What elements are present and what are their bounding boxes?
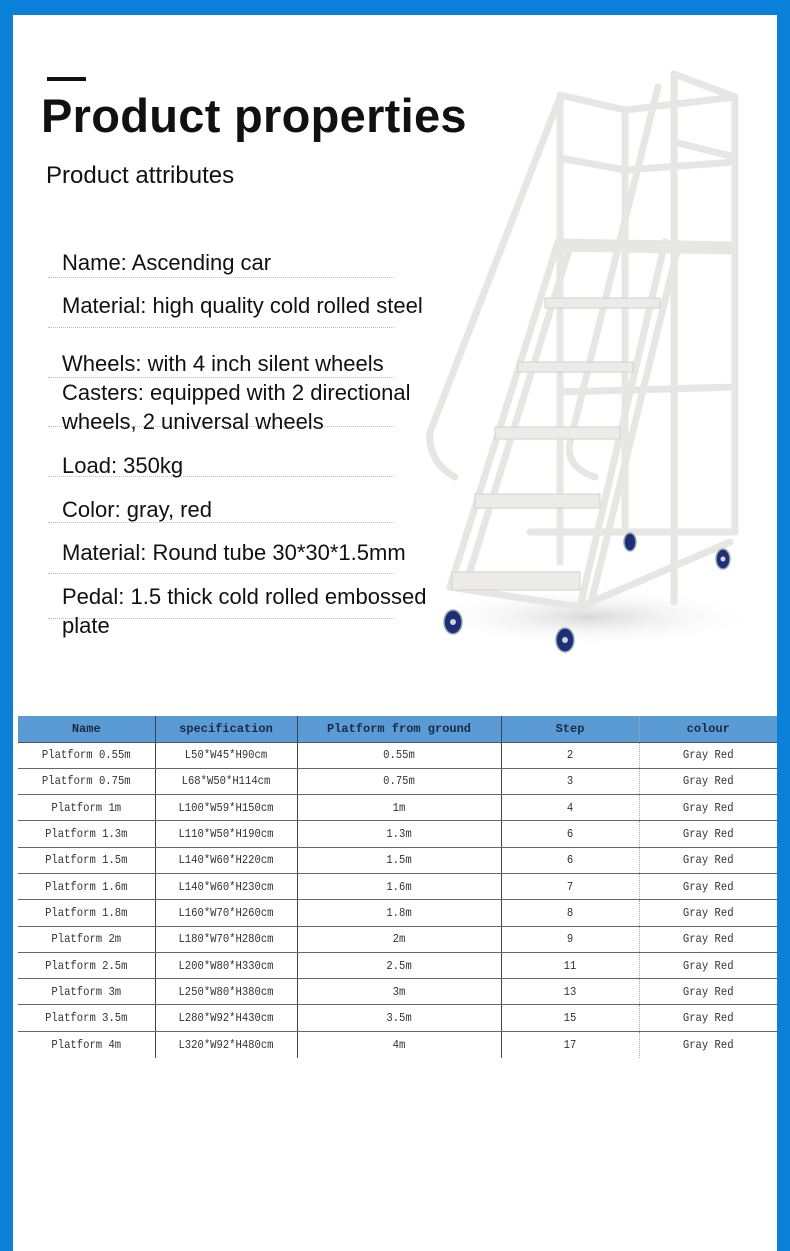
specification-table	[18, 716, 777, 1058]
page-subtitle: Product attributes	[46, 162, 235, 189]
table-row	[18, 952, 777, 978]
cell-name: Platform 0.75m	[26, 768, 147, 794]
cell-platform-height: 2.5m	[309, 952, 489, 978]
cell-colour: Gray Red	[647, 952, 768, 978]
column-header-step: Step	[501, 716, 639, 742]
cell-platform-height: 0.55m	[309, 742, 489, 768]
table-row	[18, 821, 777, 847]
attribute-line: wheels, 2 universal wheels	[62, 409, 324, 434]
attribute-line: Name: Ascending car	[62, 250, 272, 275]
table-row	[18, 979, 777, 1005]
cell-specification: L68*W50*H114cm	[164, 768, 289, 794]
cell-platform-height: 1.5m	[309, 847, 489, 873]
cell-colour: Gray Red	[647, 900, 768, 926]
cell-colour: Gray Red	[647, 1005, 768, 1031]
cell-specification: L140*W60*H230cm	[164, 873, 289, 899]
cell-colour: Gray Red	[647, 873, 768, 899]
table-body	[18, 742, 777, 1058]
column-header-specification: specification	[155, 716, 297, 742]
cell-specification: L100*W59*H150cm	[164, 795, 289, 821]
cell-specification: L280*W92*H430cm	[164, 1005, 289, 1031]
table-row	[18, 1031, 777, 1057]
dotted-divider	[48, 277, 394, 278]
attribute-line: Wheels: with 4 inch silent wheels	[62, 351, 384, 376]
table-row	[18, 768, 777, 794]
cell-name: Platform 0.55m	[26, 742, 147, 768]
cell-specification: L160*W70*H260cm	[164, 900, 289, 926]
cell-step: 6	[509, 821, 630, 847]
cell-step: 9	[509, 926, 630, 952]
attribute-line: Color: gray, red	[62, 497, 212, 522]
table-row	[18, 900, 777, 926]
cell-platform-height: 1m	[309, 795, 489, 821]
cell-specification: L140*W60*H220cm	[164, 847, 289, 873]
table-row	[18, 847, 777, 873]
rolling-ladder-cart-icon	[410, 62, 750, 662]
table-row	[18, 742, 777, 768]
cell-step: 8	[509, 900, 630, 926]
cell-platform-height: 3.5m	[309, 1005, 489, 1031]
cell-colour: Gray Red	[682, 1037, 734, 1052]
cell-name: Platform 1m	[26, 795, 147, 821]
attribute-line: Load: 350kg	[62, 453, 184, 478]
cell-step: 11	[509, 952, 630, 978]
table-row	[18, 795, 777, 821]
cell-platform-height: 4m	[309, 1031, 489, 1057]
table-row	[18, 873, 777, 899]
cell-step: 6	[509, 847, 630, 873]
cell-name: Platform 3.5m	[26, 1005, 147, 1031]
cell-name: Platform 3m	[26, 979, 147, 1005]
cell-colour: Gray Red	[647, 742, 768, 768]
attribute-line: Material: Round tube 30*30*1.5mm	[62, 540, 406, 565]
column-header-name: Name	[18, 716, 155, 742]
cell-platform-height: 1.8m	[309, 900, 489, 926]
cell-specification: L50*W45*H90cm	[164, 742, 289, 768]
cell-colour: Gray Red	[647, 768, 768, 794]
cell-step: 4	[509, 795, 630, 821]
column-header-platform-height: Platform from ground	[297, 716, 501, 742]
cell-name: Platform 1.6m	[26, 873, 147, 899]
cell-step: 7	[509, 873, 630, 899]
cell-platform-height: 0.75m	[309, 768, 489, 794]
dotted-divider	[48, 327, 394, 328]
cell-step: 15	[509, 1005, 630, 1031]
table-header-row	[18, 716, 777, 742]
cell-colour: Gray Red	[647, 847, 768, 873]
cell-name: Platform 4m	[26, 1031, 147, 1057]
cell-name: Platform 1.5m	[26, 847, 147, 873]
cell-colour: Gray Red	[647, 821, 768, 847]
cell-colour: Gray Red	[647, 795, 768, 821]
cell-specification: L110*W50*H190cm	[164, 821, 289, 847]
cell-step: 13	[509, 979, 630, 1005]
cell-platform-height: 1.3m	[309, 821, 489, 847]
cell-colour: Gray Red	[647, 926, 768, 952]
table-row	[18, 1005, 777, 1031]
dotted-divider	[48, 573, 394, 574]
cell-step: 2	[509, 742, 630, 768]
cell-step: 17	[509, 1031, 630, 1057]
attribute-line: Casters: equipped with 2 directional	[62, 380, 411, 405]
attribute-line: Pedal: 1.5 thick cold rolled embossed	[62, 584, 427, 609]
cell-name: Platform 2.5m	[26, 952, 147, 978]
cell-platform-height: 2m	[309, 926, 489, 952]
page-title: Product properties	[41, 89, 467, 142]
cell-platform-height: 3m	[309, 979, 489, 1005]
cell-colour: Gray Red	[647, 979, 768, 1005]
column-header-colour: colour	[639, 716, 777, 742]
cell-name: Platform 2m	[26, 926, 147, 952]
attribute-line: Material: high quality cold rolled steel	[62, 293, 423, 318]
cell-step: 3	[509, 768, 630, 794]
table-row	[18, 926, 777, 952]
cell-name: Platform 1.3m	[26, 821, 147, 847]
cell-specification: L320*W92*H480cm	[164, 1031, 289, 1057]
cell-specification: L180*W70*H280cm	[164, 926, 289, 952]
cell-specification: L200*W80*H330cm	[164, 952, 289, 978]
attribute-line: plate	[62, 613, 110, 638]
title-accent-bar	[47, 77, 86, 81]
cell-name: Platform 1.8m	[26, 900, 147, 926]
cell-platform-height: 1.6m	[309, 873, 489, 899]
cell-specification: L250*W80*H380cm	[164, 979, 289, 1005]
